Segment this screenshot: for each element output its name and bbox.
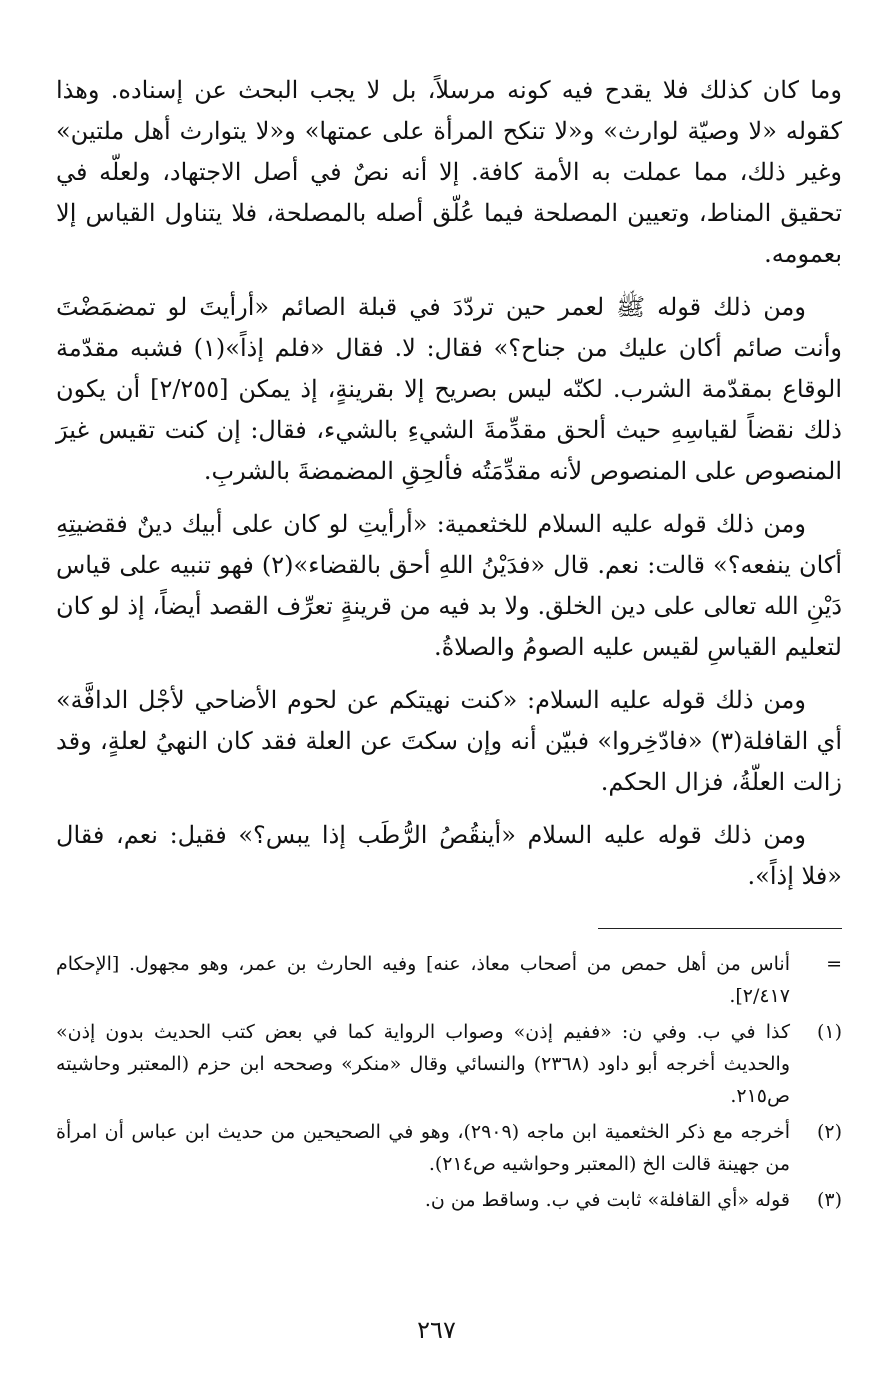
footnote-text: كذا في ب. وفي ن: «ففيم إذن» وصواب الرواية كما في بعض كتب الحديث بدون إذن» والحديث أخرجه أبو داود (٢٣٦٨) والنسائي وقال «منكر» وصححه ابن حزم (المعتبر وحاشيته ص٢١٥. [56,1021,790,1107]
paragraph-4: ومن ذلك قوله عليه السلام: «كنت نهيتكم عن لحوم الأضاحي لأجْل الدافَّة» أي القافلة(٣) «فادّخِروا» فبيّن أنه وإن سكتَ عن العلة فقد كان النهيُ لعلةٍ، وقد زالت العلّةُ، فزال الحكم. [56,686,842,796]
footnote-text: أخرجه مع ذكر الخثعمية ابن ماجه (٢٩٠٩)، وهو في الصحيحين من حديث ابن عباس أن امرأة من جهينة قالت الخ (المعتبر وحواشيه ص٢١٤). [56,1121,790,1175]
footnote-separator [598,928,842,929]
main-text [56,70,842,897]
footnote-continued [56,948,842,1012]
paragraph-3: ومن ذلك قوله عليه السلام للخثعمية: «أرأيتِ لو كان على أبيك دينٌ فقضيتِهِ أكان ينفعه؟» قالت: نعم. قال «فدَيْنُ اللهِ أحق بالقضاء»(٢) فهو تنبيه على قياس دَيْنِ الله تعالى على دين الخلق. ولا بد فيه من قرينةٍ تعرِّف القصد أيضاً، إذ لو كان لتعليم القياسِ لقيس عليه الصومُ والصلاةُ. [56,510,842,661]
footnote-2 [56,1116,842,1180]
page-number: ٢٦٧ [417,1316,456,1344]
footnote-text: أناس من أهل حمص من أصحاب معاذ، عنه] وفيه الحارث بن عمر، وهو مجهول. [الإحكام ٢/٤١٧]. [56,953,790,1007]
paragraph-2: ومن ذلك قوله ﷺ لعمر حين تردّدَ في قبلة الصائم «أرأيتَ لو تمضمَضْتَ وأنت صائم أكان عليك من جناح؟» فقال: لا. فقال «فلم إذاً»(١) فشبه مقدّمة الوقاع بمقدّمة الشرب. لكنّه ليس بصريح إلا بقرينةٍ، إذ يمكن [٢/٢٥٥] أن يكون ذلك نقضاً لقياسِهِ حيث ألحق مقدِّمةَ الشيءِ بالشيء، فقال: إن كنت تقيس غيرَ المنصوص على المنصوص لأنه مقدِّمَتُه فألحِقِ المضمضةَ بالشربِ. [56,293,842,485]
paragraph-1: وما كان كذلك فلا يقدح فيه كونه مرسلاً، بل لا يجب البحث عن إسناده. وهذا كقوله «لا وصيّة لوارث» و«لا تنكح المرأة على عمتها» و«لا يتوارث أهل ملتين» وغير ذلك، مما عملت به الأمة كافة. إلا أنه نصٌ في أصل الاجتهاد، ولعلّه في تحقيق المناط، وتعيين المصلحة فيما عُلّق أصله بالمصلحة، فلا يتناول القياس إلا بعمومه. [56,76,842,268]
paragraph-5: ومن ذلك قوله عليه السلام «أينقُصُ الرُّطَب إذا يبس؟» فقيل: نعم، فقال «فلا إذاً». [56,821,842,890]
footnote-text: قوله «أي القافلة» ثابت في ب. وساقط من ن. [424,1189,790,1211]
footnote-mark: (١) [816,1021,842,1043]
footnote-mark: (٣) [816,1189,842,1211]
footnote-3 [56,1184,842,1216]
footnote-1 [56,1016,842,1112]
footnote-mark: = [826,953,842,975]
page [56,70,842,1370]
footnote-mark: (٢) [816,1121,842,1143]
footnotes [56,948,842,1220]
